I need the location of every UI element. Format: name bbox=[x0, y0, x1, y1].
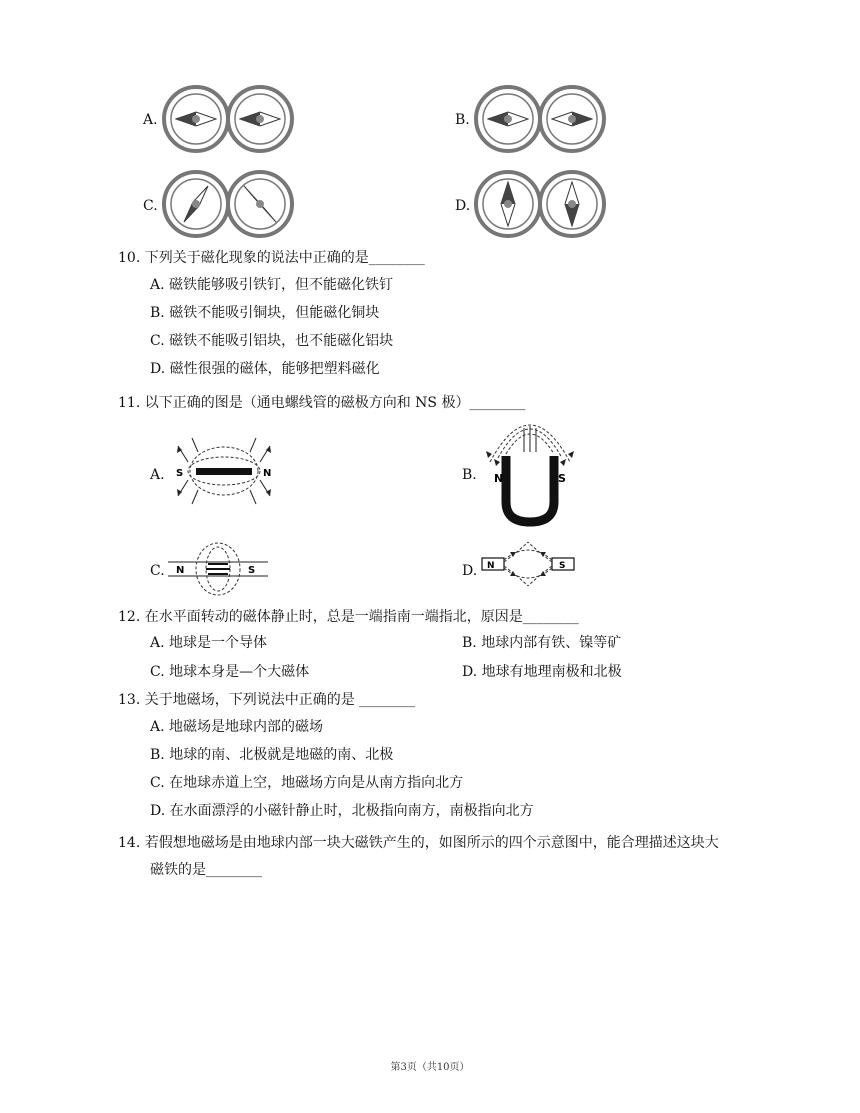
q11-stem: 11. 以下正确的图是（通电螺线管的磁极方向和 NS 极）________ bbox=[118, 395, 526, 411]
q11-option-d-label: D. bbox=[462, 563, 478, 579]
q11c-pole-left: N bbox=[176, 565, 185, 576]
q9-option-b-compass-icon bbox=[472, 83, 612, 155]
q12-option-b[interactable]: B. 地球内部有铁、镍等矿 bbox=[462, 635, 622, 651]
q12-stem: 12. 在水平面转动的磁体静止时，总是一端指南一端指北，原因是________ bbox=[118, 609, 579, 625]
q14-stem-line-1: 14. 若假想地磁场是由地球内部一块大磁铁产生的，如图所示的四个示意图中，能合理描述这块大 bbox=[118, 835, 719, 851]
q13-option-c[interactable]: C. 在地球赤道上空，地磁场方向是从南方指向北方 bbox=[150, 775, 464, 791]
q10-stem: 10. 下列关于磁化现象的说法中正确的是________ bbox=[118, 250, 425, 266]
q11-option-b-label: B. bbox=[462, 467, 477, 483]
q11-option-a-bar-magnet-diagram[interactable] bbox=[168, 432, 278, 512]
q9-option-a-label: A. bbox=[143, 112, 158, 128]
q12-option-d[interactable]: D. 地球有地理南极和北极 bbox=[462, 664, 622, 680]
q11-option-c-magnets-diagram[interactable] bbox=[168, 538, 268, 600]
q9-option-d-compass-icon bbox=[472, 168, 612, 240]
q11-option-c-label: C. bbox=[150, 563, 165, 579]
q11a-pole-right: N bbox=[263, 468, 272, 479]
q11-option-a-label: A. bbox=[150, 467, 165, 483]
q11d-pole-left: N bbox=[487, 561, 495, 571]
q11a-pole-left: S bbox=[176, 468, 184, 479]
q10-option-c[interactable]: C. 磁铁不能吸引铝块，也不能磁化铝块 bbox=[150, 333, 394, 349]
q11c-pole-right: S bbox=[248, 565, 256, 576]
q12-option-c[interactable]: C. 地球本身是—个大磁体 bbox=[150, 664, 310, 680]
q14-stem-line-2: 磁铁的是________ bbox=[150, 862, 262, 878]
q13-option-d[interactable]: D. 在水面漂浮的小磁针静止时，北极指向南方，南极指向北方 bbox=[150, 803, 534, 819]
q11-option-b-u-magnet-diagram[interactable] bbox=[480, 418, 580, 526]
q10-option-b[interactable]: B. 磁铁不能吸引铜块，但能磁化铜块 bbox=[150, 305, 380, 321]
q13-option-a[interactable]: A. 地磁场是地球内部的磁场 bbox=[150, 719, 324, 735]
q9-option-a-compass-icon bbox=[160, 83, 300, 155]
page-footer: 第3页（共10页） bbox=[390, 1062, 470, 1073]
q13-option-b[interactable]: B. 地球的南、北极就是地磁的南、北极 bbox=[150, 747, 394, 763]
q9-option-b-label: B. bbox=[455, 112, 470, 128]
q10-option-a[interactable]: A. 磁铁能够吸引铁钉，但不能磁化铁钉 bbox=[150, 277, 394, 293]
q9-option-c-label: C. bbox=[143, 198, 158, 214]
q11-option-d-magnets-diagram[interactable] bbox=[480, 540, 576, 588]
q9-option-c-compass-icon bbox=[160, 168, 300, 240]
q13-stem: 13. 关于地磁场，下列说法中正确的是 ________ bbox=[118, 692, 416, 708]
q10-option-d[interactable]: D. 磁性很强的磁体，能够把塑料磁化 bbox=[150, 361, 380, 377]
q12-option-a[interactable]: A. 地球是一个导体 bbox=[150, 635, 268, 651]
q9-option-d-label: D. bbox=[455, 198, 471, 214]
q11b-pole-left: N bbox=[494, 472, 504, 485]
q11b-pole-right: S bbox=[558, 472, 566, 485]
q11d-pole-right: S bbox=[559, 561, 566, 571]
